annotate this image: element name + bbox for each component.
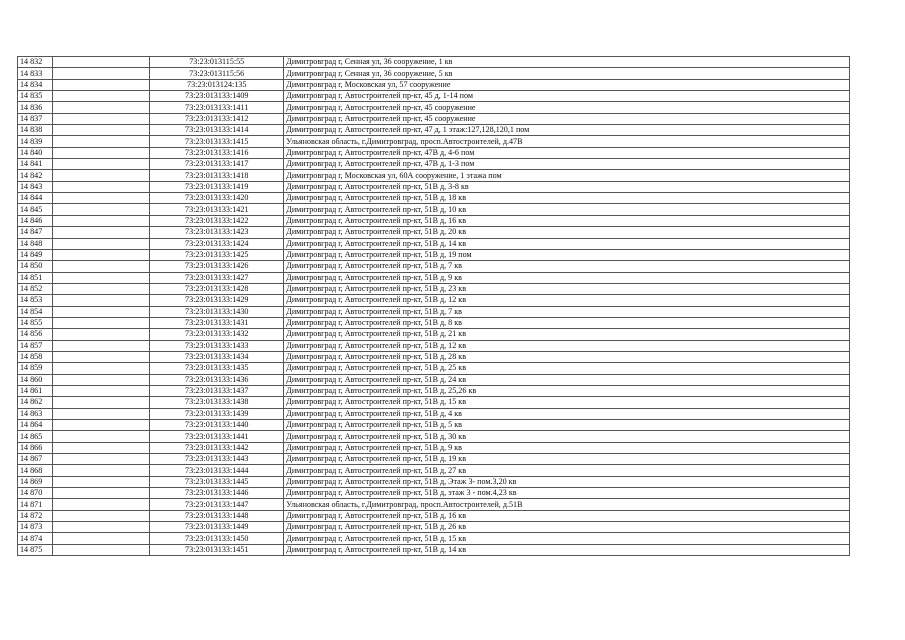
address-cell: Димитровград г, Автостроителей пр-кт, 51В д, 12 кв — [284, 340, 850, 351]
cadastral-number-cell: 73:23:013133:1449 — [150, 522, 284, 533]
address-cell: Димитровград г, Автостроителей пр-кт, 51В д, 18 кв — [284, 193, 850, 204]
row-number-cell: 14 865 — [18, 431, 53, 442]
cadastral-number-cell: 73:23:013115:56 — [150, 68, 284, 79]
cadastral-number-cell: 73:23:013133:1436 — [150, 374, 284, 385]
row-number-cell: 14 859 — [18, 363, 53, 374]
empty-cell — [53, 397, 150, 408]
table-row — [18, 431, 850, 442]
row-number-cell: 14 867 — [18, 454, 53, 465]
cadastral-number-cell: 73:23:013133:1421 — [150, 204, 284, 215]
empty-cell — [53, 159, 150, 170]
table-row — [18, 159, 850, 170]
address-cell: Димитровград г, Автостроителей пр-кт, 51В д, 20 кв — [284, 227, 850, 238]
address-cell: Димитровград г, Автостроителей пр-кт, 51В д, этаж 3 - пом.4,23 кв — [284, 488, 850, 499]
row-number-cell: 14 838 — [18, 125, 53, 136]
registry-table — [17, 56, 850, 556]
table-row — [18, 79, 850, 90]
cadastral-number-cell: 73:23:013133:1430 — [150, 306, 284, 317]
empty-cell — [53, 340, 150, 351]
row-number-cell: 14 834 — [18, 79, 53, 90]
empty-cell — [53, 408, 150, 419]
address-cell: Димитровград г, Автостроителей пр-кт, 51В д, 9 кв — [284, 272, 850, 283]
address-cell: Димитровград г, Автостроителей пр-кт, 45 д, 1-14 пом — [284, 91, 850, 102]
empty-cell — [53, 306, 150, 317]
empty-cell — [53, 351, 150, 362]
address-cell: Димитровград г, Автостроителей пр-кт, 51В д, 12 кв — [284, 295, 850, 306]
row-number-cell: 14 846 — [18, 215, 53, 226]
cadastral-number-cell: 73:23:013133:1420 — [150, 193, 284, 204]
table-row — [18, 533, 850, 544]
table-row — [18, 249, 850, 260]
table-row — [18, 102, 850, 113]
address-cell: Димитровград г, Автостроителей пр-кт, 51В д, 15 кв — [284, 397, 850, 408]
empty-cell — [53, 329, 150, 340]
cadastral-number-cell: 73:23:013133:1427 — [150, 272, 284, 283]
empty-cell — [53, 420, 150, 431]
cadastral-number-cell: 73:23:013133:1412 — [150, 113, 284, 124]
cadastral-number-cell: 73:23:013133:1431 — [150, 317, 284, 328]
cadastral-number-cell: 73:23:013133:1417 — [150, 159, 284, 170]
address-cell: Димитровград г, Автостроителей пр-кт, 51В д, 16 кв — [284, 215, 850, 226]
empty-cell — [53, 476, 150, 487]
row-number-cell: 14 868 — [18, 465, 53, 476]
address-cell: Димитровград г, Автостроителей пр-кт, 51В д, 4 кв — [284, 408, 850, 419]
cadastral-number-cell: 73:23:013133:1440 — [150, 420, 284, 431]
row-number-cell: 14 857 — [18, 340, 53, 351]
table-row — [18, 215, 850, 226]
address-cell: Димитровград г, Сенная ул, 36 сооружение, 5 кв — [284, 68, 850, 79]
cadastral-number-cell: 73:23:013133:1416 — [150, 147, 284, 158]
cadastral-number-cell: 73:23:013133:1432 — [150, 329, 284, 340]
cadastral-number-cell: 73:23:013133:1447 — [150, 499, 284, 510]
empty-cell — [53, 249, 150, 260]
table-row — [18, 113, 850, 124]
cadastral-number-cell: 73:23:013133:1439 — [150, 408, 284, 419]
cadastral-number-cell: 73:23:013133:1423 — [150, 227, 284, 238]
row-number-cell: 14 832 — [18, 57, 53, 68]
table-row — [18, 68, 850, 79]
row-number-cell: 14 856 — [18, 329, 53, 340]
address-cell: Димитровград г, Автостроителей пр-кт, 51В д, 30 кв — [284, 431, 850, 442]
row-number-cell: 14 875 — [18, 544, 53, 555]
empty-cell — [53, 283, 150, 294]
table-row — [18, 136, 850, 147]
address-cell: Димитровград г, Автостроителей пр-кт, 51В д, 8 кв — [284, 317, 850, 328]
table-row — [18, 238, 850, 249]
row-number-cell: 14 870 — [18, 488, 53, 499]
table-row — [18, 306, 850, 317]
empty-cell — [53, 215, 150, 226]
table-row — [18, 442, 850, 453]
row-number-cell: 14 836 — [18, 102, 53, 113]
empty-cell — [53, 57, 150, 68]
row-number-cell: 14 842 — [18, 170, 53, 181]
row-number-cell: 14 869 — [18, 476, 53, 487]
cadastral-number-cell: 73:23:013133:1450 — [150, 533, 284, 544]
table-row — [18, 147, 850, 158]
cadastral-number-cell: 73:23:013133:1433 — [150, 340, 284, 351]
row-number-cell: 14 845 — [18, 204, 53, 215]
address-cell: Димитровград г, Автостроителей пр-кт, 47В д, 1-3 пом — [284, 159, 850, 170]
row-number-cell: 14 864 — [18, 420, 53, 431]
table-row — [18, 476, 850, 487]
table-row — [18, 454, 850, 465]
table-row — [18, 408, 850, 419]
row-number-cell: 14 848 — [18, 238, 53, 249]
empty-cell — [53, 170, 150, 181]
table-row — [18, 57, 850, 68]
row-number-cell: 14 862 — [18, 397, 53, 408]
empty-cell — [53, 204, 150, 215]
address-cell: Димитровград г, Автостроителей пр-кт, 51В д, 25 кв — [284, 363, 850, 374]
address-cell: Димитровград г, Автостроителей пр-кт, 51В д, 7 кв — [284, 306, 850, 317]
empty-cell — [53, 522, 150, 533]
row-number-cell: 14 874 — [18, 533, 53, 544]
empty-cell — [53, 227, 150, 238]
address-cell: Димитровград г, Автостроителей пр-кт, 51В д, 3-8 кв — [284, 181, 850, 192]
table-row — [18, 340, 850, 351]
cadastral-number-cell: 73:23:013133:1451 — [150, 544, 284, 555]
row-number-cell: 14 840 — [18, 147, 53, 158]
table-row — [18, 420, 850, 431]
empty-cell — [53, 125, 150, 136]
row-number-cell: 14 855 — [18, 317, 53, 328]
cadastral-number-cell: 73:23:013133:1444 — [150, 465, 284, 476]
table-row — [18, 465, 850, 476]
empty-cell — [53, 272, 150, 283]
row-number-cell: 14 851 — [18, 272, 53, 283]
table-row — [18, 227, 850, 238]
table-row — [18, 385, 850, 396]
table-row — [18, 374, 850, 385]
table-row — [18, 170, 850, 181]
row-number-cell: 14 844 — [18, 193, 53, 204]
cadastral-number-cell: 73:23:013133:1419 — [150, 181, 284, 192]
empty-cell — [53, 79, 150, 90]
address-cell: Димитровград г, Автостроителей пр-кт, 51В д, 5 кв — [284, 420, 850, 431]
row-number-cell: 14 863 — [18, 408, 53, 419]
address-cell: Димитровград г, Автостроителей пр-кт, 51В д, 19 пом — [284, 249, 850, 260]
address-cell: Димитровград г, Московская ул, 60А сооружение, 1 этажа пом — [284, 170, 850, 181]
address-cell: Димитровград г, Автостроителей пр-кт, 51В д, 9 кв — [284, 442, 850, 453]
cadastral-number-cell: 73:23:013133:1445 — [150, 476, 284, 487]
address-cell: Димитровград г, Сенная ул, 36 сооружение, 1 кв — [284, 57, 850, 68]
table-row — [18, 91, 850, 102]
table-row — [18, 261, 850, 272]
table-row — [18, 204, 850, 215]
cadastral-number-cell: 73:23:013133:1422 — [150, 215, 284, 226]
table-row — [18, 544, 850, 555]
table-row — [18, 272, 850, 283]
empty-cell — [53, 510, 150, 521]
empty-cell — [53, 193, 150, 204]
row-number-cell: 14 866 — [18, 442, 53, 453]
empty-cell — [53, 374, 150, 385]
row-number-cell: 14 852 — [18, 283, 53, 294]
address-cell: Ульяновская область, г.Димитровград, просп.Автостроителей, д.47В — [284, 136, 850, 147]
cadastral-number-cell: 73:23:013133:1448 — [150, 510, 284, 521]
empty-cell — [53, 181, 150, 192]
empty-cell — [53, 465, 150, 476]
address-cell: Димитровград г, Автостроителей пр-кт, 51В д, 19 кв — [284, 454, 850, 465]
address-cell: Димитровград г, Автостроителей пр-кт, 51В д, 23 кв — [284, 283, 850, 294]
table-row — [18, 317, 850, 328]
table-row — [18, 499, 850, 510]
address-cell: Димитровград г, Автостроителей пр-кт, 51В д, 25,26 кв — [284, 385, 850, 396]
empty-cell — [53, 317, 150, 328]
cadastral-number-cell: 73:23:013133:1428 — [150, 283, 284, 294]
cadastral-number-cell: 73:23:013133:1438 — [150, 397, 284, 408]
address-cell: Димитровград г, Автостроителей пр-кт, 51В д, 27 кв — [284, 465, 850, 476]
empty-cell — [53, 442, 150, 453]
address-cell: Димитровград г, Автостроителей пр-кт, 51В д, 26 кв — [284, 522, 850, 533]
address-cell: Димитровград г, Автостроителей пр-кт, 51В д, 21 кв — [284, 329, 850, 340]
empty-cell — [53, 261, 150, 272]
empty-cell — [53, 147, 150, 158]
table-row — [18, 488, 850, 499]
address-cell: Димитровград г, Автостроителей пр-кт, 51В д, 14 кв — [284, 238, 850, 249]
empty-cell — [53, 295, 150, 306]
address-cell: Димитровград г, Автостроителей пр-кт, 45 сооружение — [284, 113, 850, 124]
empty-cell — [53, 363, 150, 374]
cadastral-number-cell: 73:23:013115:55 — [150, 57, 284, 68]
cadastral-number-cell: 73:23:013133:1415 — [150, 136, 284, 147]
cadastral-number-cell: 73:23:013124:135 — [150, 79, 284, 90]
empty-cell — [53, 136, 150, 147]
table-row — [18, 351, 850, 362]
row-number-cell: 14 847 — [18, 227, 53, 238]
row-number-cell: 14 860 — [18, 374, 53, 385]
row-number-cell: 14 861 — [18, 385, 53, 396]
cadastral-number-cell: 73:23:013133:1441 — [150, 431, 284, 442]
registry-table-body — [18, 57, 850, 556]
cadastral-number-cell: 73:23:013133:1442 — [150, 442, 284, 453]
cadastral-number-cell: 73:23:013133:1443 — [150, 454, 284, 465]
cadastral-number-cell: 73:23:013133:1418 — [150, 170, 284, 181]
empty-cell — [53, 68, 150, 79]
cadastral-number-cell: 73:23:013133:1429 — [150, 295, 284, 306]
empty-cell — [53, 91, 150, 102]
cadastral-number-cell: 73:23:013133:1414 — [150, 125, 284, 136]
row-number-cell: 14 841 — [18, 159, 53, 170]
table-row — [18, 295, 850, 306]
cadastral-number-cell: 73:23:013133:1437 — [150, 385, 284, 396]
address-cell: Димитровград г, Автостроителей пр-кт, 51В д, 28 кв — [284, 351, 850, 362]
empty-cell — [53, 488, 150, 499]
table-row — [18, 329, 850, 340]
row-number-cell: 14 843 — [18, 181, 53, 192]
table-row — [18, 283, 850, 294]
row-number-cell: 14 858 — [18, 351, 53, 362]
table-row — [18, 125, 850, 136]
row-number-cell: 14 835 — [18, 91, 53, 102]
empty-cell — [53, 238, 150, 249]
row-number-cell: 14 833 — [18, 68, 53, 79]
cadastral-number-cell: 73:23:013133:1435 — [150, 363, 284, 374]
empty-cell — [53, 113, 150, 124]
empty-cell — [53, 431, 150, 442]
cadastral-number-cell: 73:23:013133:1409 — [150, 91, 284, 102]
address-cell: Ульяновская область, г.Димитровград, просп.Автостроителей, д.51В — [284, 499, 850, 510]
address-cell: Димитровград г, Автостроителей пр-кт, 45 сооружение — [284, 102, 850, 113]
cadastral-number-cell: 73:23:013133:1434 — [150, 351, 284, 362]
address-cell: Димитровград г, Автостроителей пр-кт, 51В д, 24 кв — [284, 374, 850, 385]
cadastral-number-cell: 73:23:013133:1446 — [150, 488, 284, 499]
cadastral-number-cell: 73:23:013133:1425 — [150, 249, 284, 260]
address-cell: Димитровград г, Автостроителей пр-кт, 51В д, 14 кв — [284, 544, 850, 555]
address-cell: Димитровград г, Автостроителей пр-кт, 51В д, 16 кв — [284, 510, 850, 521]
address-cell: Димитровград г, Автостроителей пр-кт, 51В д, 10 кв — [284, 204, 850, 215]
address-cell: Димитровград г, Московская ул, 57 сооружение — [284, 79, 850, 90]
address-cell: Димитровград г, Автостроителей пр-кт, 51В д, Этаж 3- пом.3,20 кв — [284, 476, 850, 487]
empty-cell — [53, 102, 150, 113]
cadastral-number-cell: 73:23:013133:1424 — [150, 238, 284, 249]
row-number-cell: 14 873 — [18, 522, 53, 533]
table-row — [18, 193, 850, 204]
table-row — [18, 397, 850, 408]
row-number-cell: 14 837 — [18, 113, 53, 124]
empty-cell — [53, 385, 150, 396]
address-cell: Димитровград г, Автостроителей пр-кт, 51В д, 15 кв — [284, 533, 850, 544]
address-cell: Димитровград г, Автостроителей пр-кт, 51В д, 7 кв — [284, 261, 850, 272]
table-row — [18, 363, 850, 374]
row-number-cell: 14 849 — [18, 249, 53, 260]
row-number-cell: 14 850 — [18, 261, 53, 272]
empty-cell — [53, 499, 150, 510]
row-number-cell: 14 853 — [18, 295, 53, 306]
row-number-cell: 14 854 — [18, 306, 53, 317]
row-number-cell: 14 871 — [18, 499, 53, 510]
row-number-cell: 14 872 — [18, 510, 53, 521]
table-row — [18, 522, 850, 533]
row-number-cell: 14 839 — [18, 136, 53, 147]
empty-cell — [53, 454, 150, 465]
empty-cell — [53, 533, 150, 544]
address-cell: Димитровград г, Автостроителей пр-кт, 47В д, 4-6 пом — [284, 147, 850, 158]
cadastral-number-cell: 73:23:013133:1426 — [150, 261, 284, 272]
address-cell: Димитровград г, Автостроителей пр-кт, 47 д, 1 этаж:127,128,120,1 пом — [284, 125, 850, 136]
cadastral-number-cell: 73:23:013133:1411 — [150, 102, 284, 113]
table-row — [18, 181, 850, 192]
table-row — [18, 510, 850, 521]
empty-cell — [53, 544, 150, 555]
